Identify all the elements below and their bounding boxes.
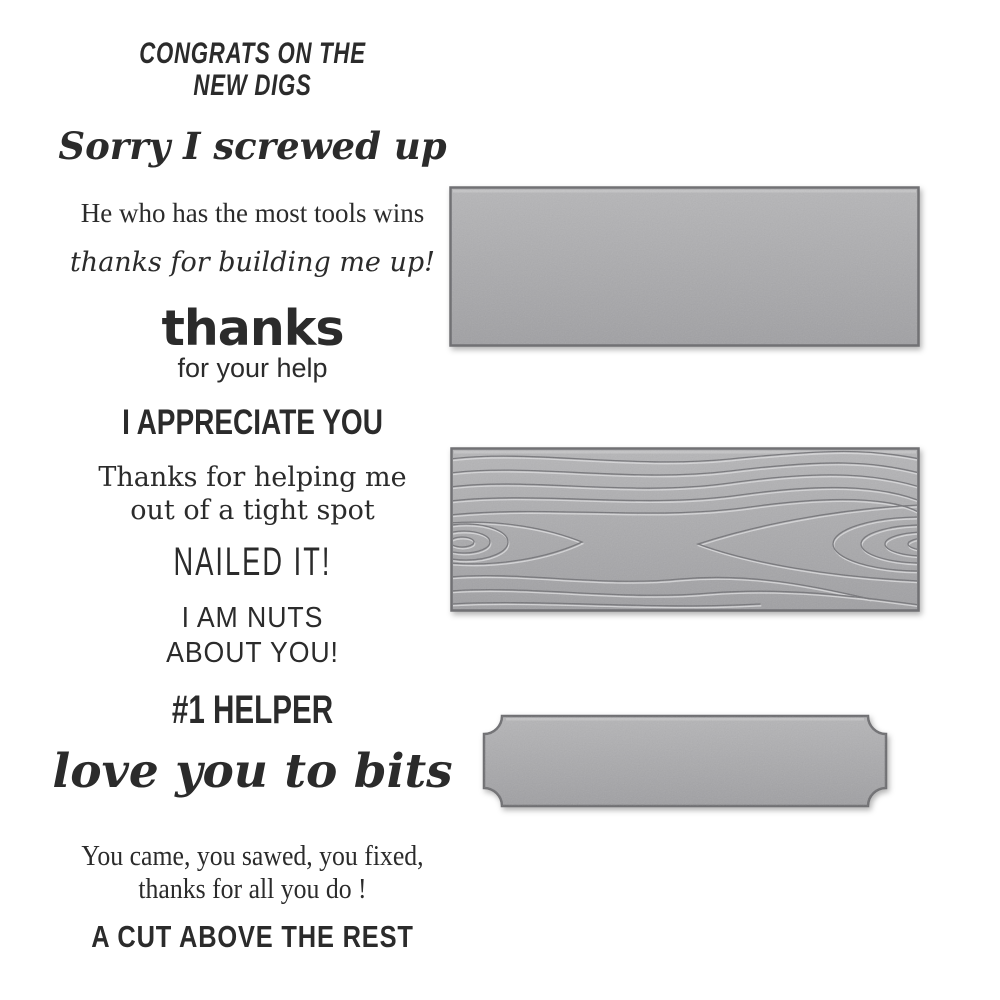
plain-rectangle-die	[449, 186, 920, 347]
sentiment-line: Thanks for helping me	[98, 462, 407, 493]
sentiment-you-came-you-sawed	[20, 840, 485, 906]
sentiment-i-appreciate-you	[51, 403, 455, 443]
sentiment-most-tools-wins	[0, 198, 505, 229]
sentiment-line: #1 HELPER	[171, 688, 334, 732]
sentiment-line: thanks for all you do !	[138, 874, 367, 905]
sentiment-line: thanks	[161, 300, 344, 357]
sentiment-line: for your help	[177, 353, 328, 383]
sentiment-a-cut-above	[45, 919, 459, 955]
sentiment-nailed-it	[81, 540, 424, 585]
sentiment-sorry-screwed-up	[0, 124, 505, 168]
sentiment-tight-spot	[0, 461, 505, 527]
sentiment-line: love you to bits	[52, 744, 453, 799]
sentiment-building-me-up	[0, 247, 505, 278]
sentiment-line: I APPRECIATE YOU	[122, 403, 383, 442]
sentiment-line: NAILED IT!	[173, 540, 332, 584]
woodgrain-rectangle-die	[450, 447, 920, 612]
notched-plaque-die	[482, 714, 888, 808]
sentiment-line: ABOUT YOU!	[166, 637, 339, 669]
sentiment-line: out of a tight spot	[130, 495, 375, 526]
sentiment-nuts-about-you	[20, 601, 485, 671]
sentiment-line: CONGRATS ON THE	[139, 37, 366, 70]
sentiment-line: Sorry I screwed up	[58, 124, 447, 168]
sentiment-line: I AM NUTS	[181, 602, 324, 634]
sentiment-congrats-new-digs	[66, 38, 440, 102]
sentiment-love-you-to-bits	[0, 744, 505, 799]
sentiment-line: NEW DIGS	[193, 69, 312, 102]
sentiment-thanks-for-your-help	[0, 300, 505, 383]
sentiment-line: A CUT ABOVE THE REST	[91, 919, 414, 954]
sentiment-line: He who has the most tools wins	[80, 198, 425, 228]
sentiment-number-one-helper	[66, 688, 440, 733]
sentiment-line: thanks for building me up!	[69, 247, 436, 278]
sentiment-line: You came, you sawed, you fixed,	[81, 841, 424, 872]
